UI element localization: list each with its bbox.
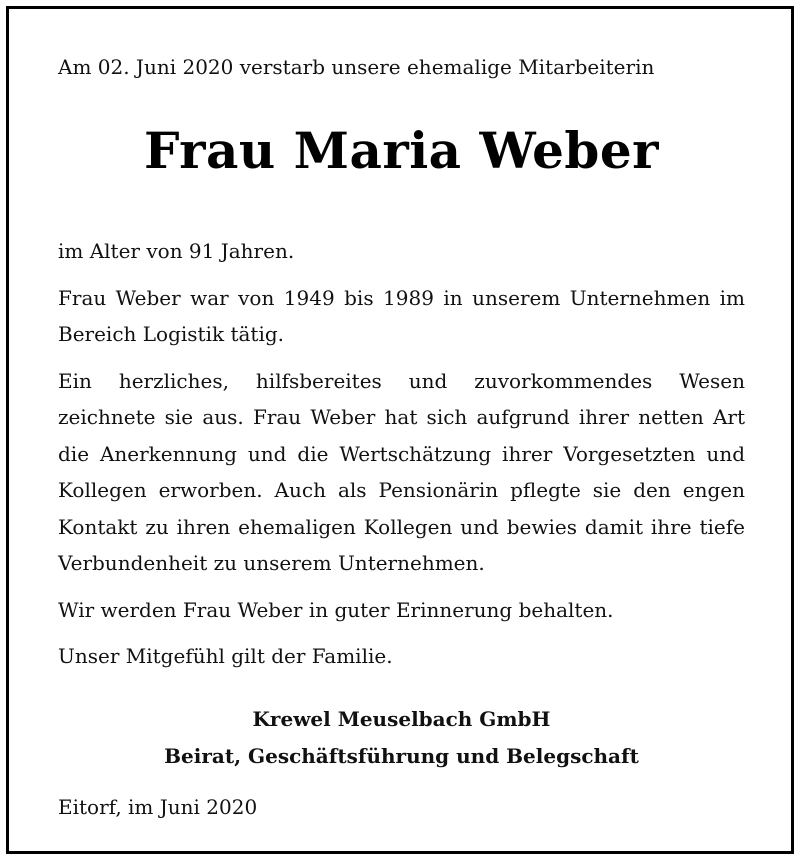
intro-line: Am 02. Juni 2020 verstarb unsere ehemalige Mitarbeiterin — [58, 55, 655, 79]
place-date: Eitorf, im Juni 2020 — [58, 795, 258, 819]
tribute-paragraph: Ein herzliches, hilfsbereites und zuvorkommendes Wesen zeichnete sie aus. Frau Weber hat sich aufgrund ihrer netten Art die Anerkennung und die Wertschätzung ihrer Vorgesetzten und Kollegen erworben. Auch als Pensionärin pflegte sie den engen Kontakt zu ihren ehemaligen Kollegen und bewies damit ihre tiefe Verbundenheit zu unserem Unternehmen. — [58, 368, 745, 575]
deceased-name: Frau Maria Weber — [143, 121, 659, 180]
company-name: Krewel Meuselbach GmbH — [252, 707, 551, 731]
notice-body — [58, 233, 745, 685]
condolence-paragraph: Unser Mitgefühl gilt der Familie. — [58, 644, 393, 668]
notice-content — [58, 9, 745, 851]
age-paragraph: im Alter von 91 Jahren. — [58, 239, 295, 263]
signature-block — [58, 701, 745, 774]
remembrance-paragraph: Wir werden Frau Weber in guter Erinnerung behalten. — [58, 597, 614, 622]
notice-frame — [6, 6, 794, 854]
employment-paragraph: Frau Weber war von 1949 bis 1989 in unserem Unternehmen im Bereich Logistik tätig. — [58, 285, 745, 346]
signatories: Beirat, Geschäftsführung und Belegschaft — [164, 743, 639, 768]
